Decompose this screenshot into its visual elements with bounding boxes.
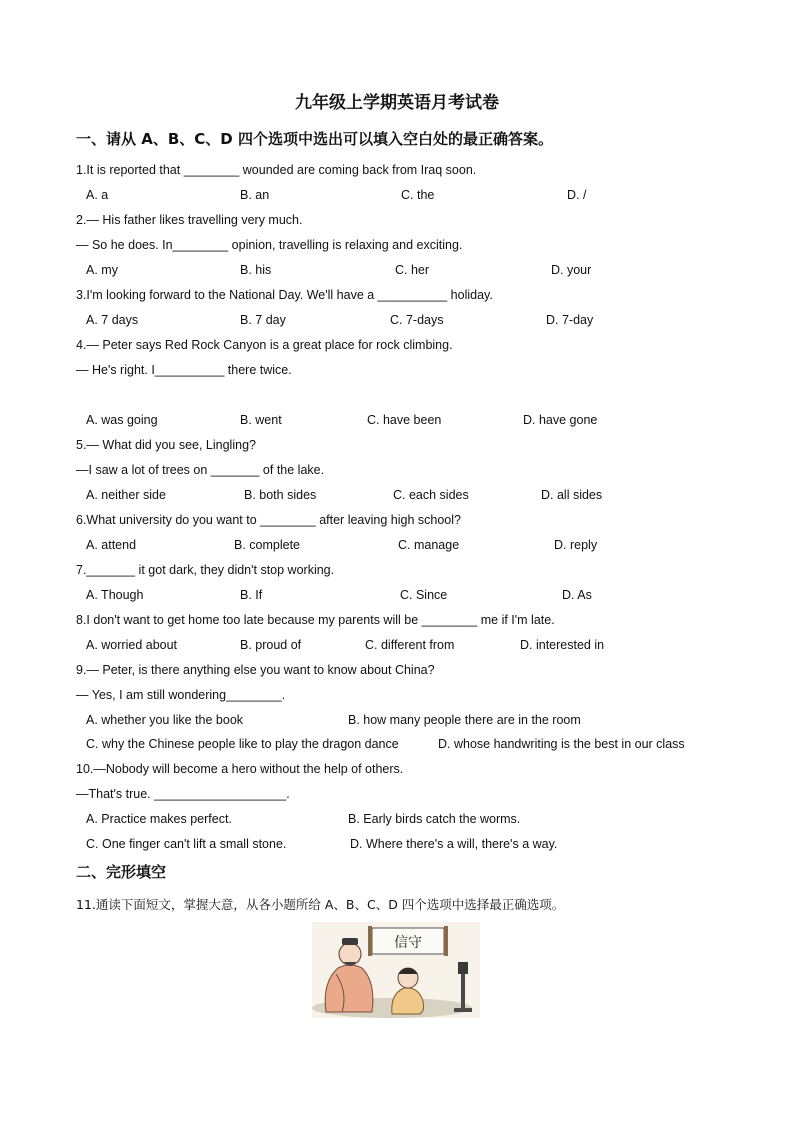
q6-option-a: A. attend — [86, 538, 137, 552]
question-8: 8.I don't want to get home too late because my parents will be ________ me if I'm late. — [76, 613, 555, 627]
q2-option-a: A. my — [86, 263, 118, 277]
q3-option-a: A. 7 days — [86, 313, 139, 327]
q4-option-b: B. went — [240, 413, 282, 427]
q4-option-d: D. have gone — [523, 413, 598, 427]
q5-option-d: D. all sides — [541, 488, 603, 502]
q6-option-d: D. reply — [554, 538, 598, 552]
q7-option-c: C. Since — [400, 588, 448, 602]
q8-option-a: A. worried about — [86, 638, 178, 652]
q5-option-c: C. each sides — [393, 488, 469, 502]
q5-option-b: B. both sides — [244, 488, 317, 502]
q9-option-d: D. whose handwriting is the best in our class — [438, 737, 685, 751]
question-10-line-2: —That's true. ___________________. — [76, 787, 290, 801]
q10-option-b: B. Early birds catch the worms. — [348, 812, 521, 826]
question-9-line-1: 9.— Peter, is there anything else you want to know about China? — [76, 663, 435, 677]
q3-option-c: C. 7-days — [390, 313, 444, 327]
q3-option-b: B. 7 day — [240, 313, 286, 327]
illustration-teacher-child — [312, 922, 480, 1018]
q10-option-a: A. Practice makes perfect. — [86, 812, 232, 826]
question-7: 7._______ it got dark, they didn't stop working. — [76, 563, 335, 577]
q3-option-d: D. 7-day — [546, 313, 594, 327]
q4-option-a: A. was going — [86, 413, 158, 427]
section-heading-1: 一、请从 A、B、C、D 四个选项中选出可以填入空白处的最正确答案。 — [76, 130, 553, 148]
question-6: 6.What university do you want to ________ after leaving high school? — [76, 513, 461, 527]
question-9-line-2: — Yes, I am still wondering________. — [76, 688, 286, 702]
page-title: 九年级上学期英语月考试卷 — [295, 93, 499, 113]
q6-option-c: C. manage — [398, 538, 460, 552]
question-11-instruction: 11.通读下面短文，掌握大意，从各小题所给 A、B、C、D 四个选项中选择最正确选项。 — [76, 897, 565, 912]
q8-option-d: D. interested in — [520, 638, 605, 652]
q6-option-b: B. complete — [234, 538, 301, 552]
q2-option-d: D. your — [551, 263, 592, 277]
question-4-line-2: — He's right. I__________ there twice. — [76, 363, 292, 377]
q1-option-a: A. a — [86, 188, 109, 202]
question-10-line-1: 10.—Nobody will become a hero without the help of others. — [76, 762, 404, 776]
q10-option-c: C. One finger can't lift a small stone. — [86, 837, 287, 851]
q7-option-d: D. As — [562, 588, 592, 602]
question-2-line-1: 2.— His father likes travelling very much. — [76, 213, 303, 227]
sign-text: 信守 — [394, 935, 422, 951]
q10-option-d: D. Where there's a will, there's a way. — [350, 837, 558, 851]
q7-option-b: B. If — [240, 588, 263, 602]
q9-option-c: C. why the Chinese people like to play the dragon dance — [86, 737, 399, 751]
question-2-line-2: — So he does. In________ opinion, travelling is relaxing and exciting. — [76, 238, 463, 252]
q9-option-a: A. whether you like the book — [86, 713, 244, 727]
q5-option-a: A. neither side — [86, 488, 166, 502]
q1-option-c: C. the — [401, 188, 435, 202]
question-5-line-1: 5.— What did you see, Lingling? — [76, 438, 256, 452]
q2-option-c: C. her — [395, 263, 430, 277]
question-3: 3.I'm looking forward to the National Day. We'll have a __________ holiday. — [76, 288, 493, 302]
q9-option-b: B. how many people there are in the room — [348, 713, 581, 727]
q1-option-b: B. an — [240, 188, 270, 202]
section-heading-2: 二、完形填空 — [76, 863, 167, 881]
question-5-line-2: —I saw a lot of trees on _______ of the lake. — [76, 463, 325, 477]
q2-option-b: B. his — [240, 263, 272, 277]
question-1: 1.It is reported that ________ wounded are coming back from Iraq soon. — [76, 163, 477, 177]
question-4-line-1: 4.— Peter says Red Rock Canyon is a great place for rock climbing. — [76, 338, 453, 352]
q8-option-c: C. different from — [365, 638, 455, 652]
q1-option-d: D. / — [567, 188, 587, 202]
q4-option-c: C. have been — [367, 413, 442, 427]
q8-option-b: B. proud of — [240, 638, 302, 652]
q7-option-a: A. Though — [86, 588, 144, 602]
